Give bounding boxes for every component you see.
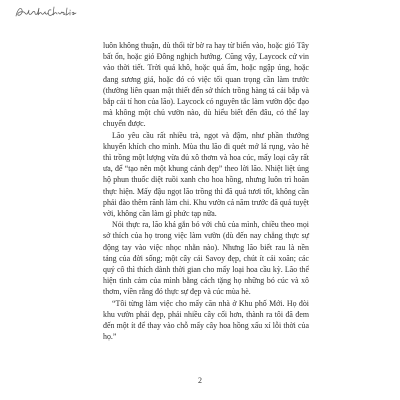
signature-icon bbox=[14, 4, 78, 20]
page-number: 2 bbox=[198, 376, 202, 385]
paragraph: Lão yêu cầu rất nhiều trà, ngọt và đậm, như phần thưởng khuyến khích cho mình. Mùa thu lão đi quét mớ lá rụng, vào hè thì trồng một lượng vừa đủ xô thơm và hoa cúc, mấy loại cây rất ưa, để “tạo nên một khung cảnh đẹp” theo lời lão. Nhiệt liệt ủng hộ phun thuốc diệt ruồi xanh cho hoa hồng, nhưng luôn trì hoãn thực hiện. Mấy đậu ngọt lão trồng thì đã quá tươi tốt, không cần phải đào thêm rãnh làm chi. Khu vườn cả năm trước đã quá tuyệt vời, không cần làm gì phức tạp nữa. bbox=[103, 130, 309, 219]
author-signature-logo bbox=[14, 4, 78, 20]
body-text bbox=[103, 40, 309, 342]
paragraph: “Tôi từng làm việc cho mấy căn nhà ở Khu phố Mới. Họ đòi khu vườn phải đẹp, phải nhiều cây cối hơn, thành ra tôi đã đem đến một ít để thay vào chỗ mấy cây hoa hồng xấu xí lỗi thời của họ.” bbox=[103, 298, 309, 342]
paragraph: Nói thực ra, lão khá gắn bó với chủ của mình, chiều theo mọi sở thích của họ trong việc làm vườn (dù đến nay chẳng thực sự động tay vào việc nhọc nhằn nào). Nhưng lão biết rau là nền tảng của đời sống; một cây cải Savoy đẹp, chút ít cải xoăn; các quý cô thì thích dành thời gian cho mấy loại hoa cầu kỳ. Lão thể hiện tình cảm của mình bằng cách tặng họ những bó cúc và xô thơm, viền rằng đó thực sự đẹp và cúc mùa hè. bbox=[103, 220, 309, 297]
paragraph: luôn không thuận, dù thổi từ bờ ra hay từ biển vào, hoặc gió Tây bất ổn, hoặc gió Đông nghịch hướng. Cũng vậy, Laycock cứ vin vào thời tiết. Trời quá khô, hoặc quá ẩm, hoặc ngập úng, hoặc đang sương giá, hoặc đó có việc tối quan trọng cần làm trước (thường liên quan mật thiết đến sở thích trồng hàng tá cải bắp và bắp cải tí hon của lão). Laycock có nguyên tắc làm vườn độc đạo mà không một chủ vườn nào, dù hiểu biết đến đâu, có thể lay chuyển được. bbox=[103, 41, 309, 129]
